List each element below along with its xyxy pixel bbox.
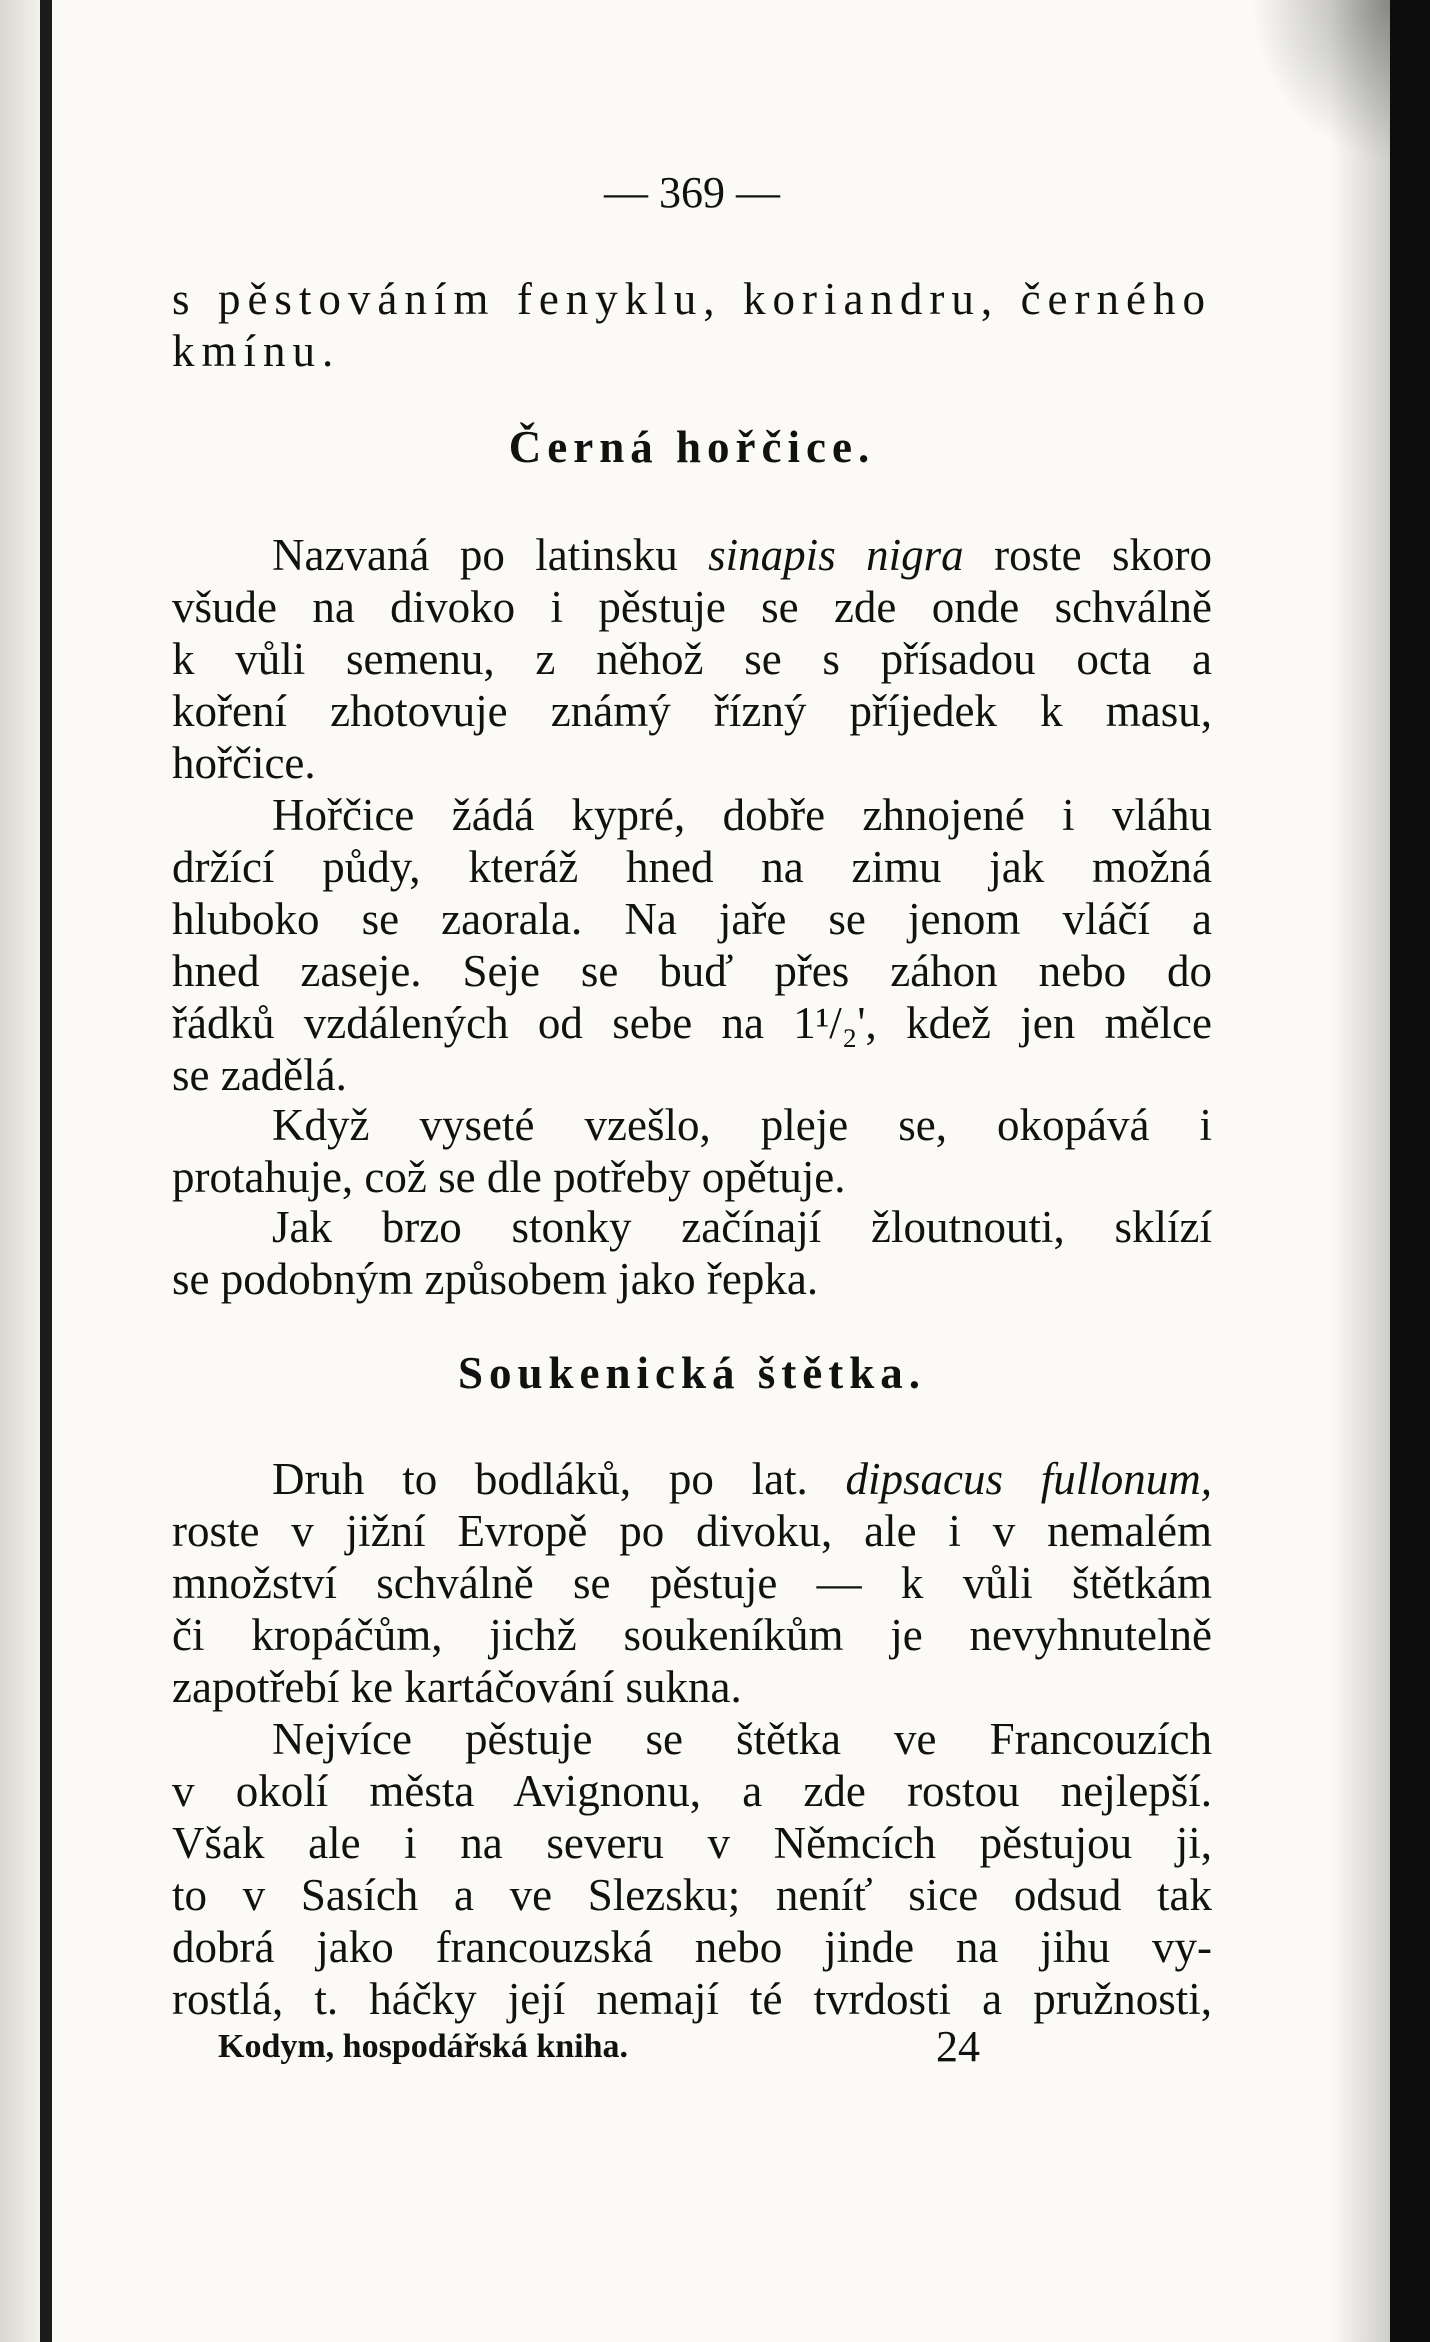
- text-line: Druh to bodláků, po lat. dipsacus fullonum,: [272, 1454, 1212, 1504]
- text-line: Nejvíce pěstuje se štětka ve Francouzích: [272, 1714, 1212, 1764]
- text-line: koření zhotovuje známý řízný příjedek k masu,: [172, 686, 1212, 736]
- text-line: rostlá, t. háčky její nemají té tvrdosti a pružnosti,: [172, 1974, 1212, 2024]
- text-line: množství schválně se pěstuje — k vůli štětkám: [172, 1558, 1212, 1608]
- footer-sheet-number: 24: [936, 2022, 980, 2071]
- text-line: Jak brzo stonky začínají žloutnouti, sklízí: [272, 1202, 1212, 1252]
- text-line: to v Sasích a ve Slezsku; neníť sice odsud tak: [172, 1870, 1212, 1920]
- text-line: hluboko se zaorala. Na jaře se jenom vláčí a: [172, 894, 1212, 944]
- footer-signature: Kodym, hospodářská kniha.: [218, 2028, 629, 2065]
- text-line: k vůli semenu, z něhož se s přísadou octa a: [172, 634, 1212, 684]
- page-number: — 369 —: [604, 168, 780, 217]
- text-line: dobrá jako francouzská nebo jinde na jihu vy-: [172, 1922, 1212, 1972]
- text-line: roste v jižní Evropě po divoku, ale i v nemalém: [172, 1506, 1212, 1556]
- text-line: hned zaseje. Seje se buď přes záhon nebo do: [172, 946, 1212, 996]
- text-line: se podobným způsobem jako řepka.: [172, 1254, 819, 1304]
- page-left-edge: [0, 0, 52, 2342]
- page-right-edge: [1390, 0, 1430, 2342]
- text-line: Když vyseté vzešlo, pleje se, okopává i: [272, 1100, 1212, 1150]
- text-line: v okolí města Avignonu, a zde rostou nejlepší.: [172, 1766, 1212, 1816]
- binding-shadow: [1330, 0, 1390, 2342]
- text-line: Hořčice žádá kypré, dobře zhnojené i vláhu: [272, 790, 1212, 840]
- text-line: zapotřebí ke kartáčování sukna.: [172, 1662, 742, 1712]
- text-line: kmínu.: [172, 326, 341, 376]
- text-line: protahuje, což se dle potřeby opětuje.: [172, 1152, 846, 1202]
- text-line: hořčice.: [172, 738, 316, 788]
- text-line: či kropáčům, jichž soukeníkům je nevyhnutelně: [172, 1610, 1212, 1660]
- text-line: všude na divoko i pěstuje se zde onde schválně: [172, 582, 1212, 632]
- text-line: se zadělá.: [172, 1050, 347, 1100]
- section-heading: Soukenická štětka.: [457, 1348, 927, 1398]
- text-line: s pěstováním fenyklu, koriandru, černého: [172, 274, 1212, 324]
- text-line: Nazvaná po latinsku sinapis nigra roste skoro: [272, 530, 1212, 580]
- text-line: držící půdy, kteráž hned na zimu jak možná: [172, 842, 1212, 892]
- corner-shadow: [1250, 0, 1390, 160]
- text-line: řádků vzdálených od sebe na 1¹/₂', kdež jen mělce: [172, 998, 1212, 1048]
- section-heading: Černá hořčice.: [508, 422, 876, 472]
- text-line: Však ale i na severu v Němcích pěstujou ji,: [172, 1818, 1212, 1868]
